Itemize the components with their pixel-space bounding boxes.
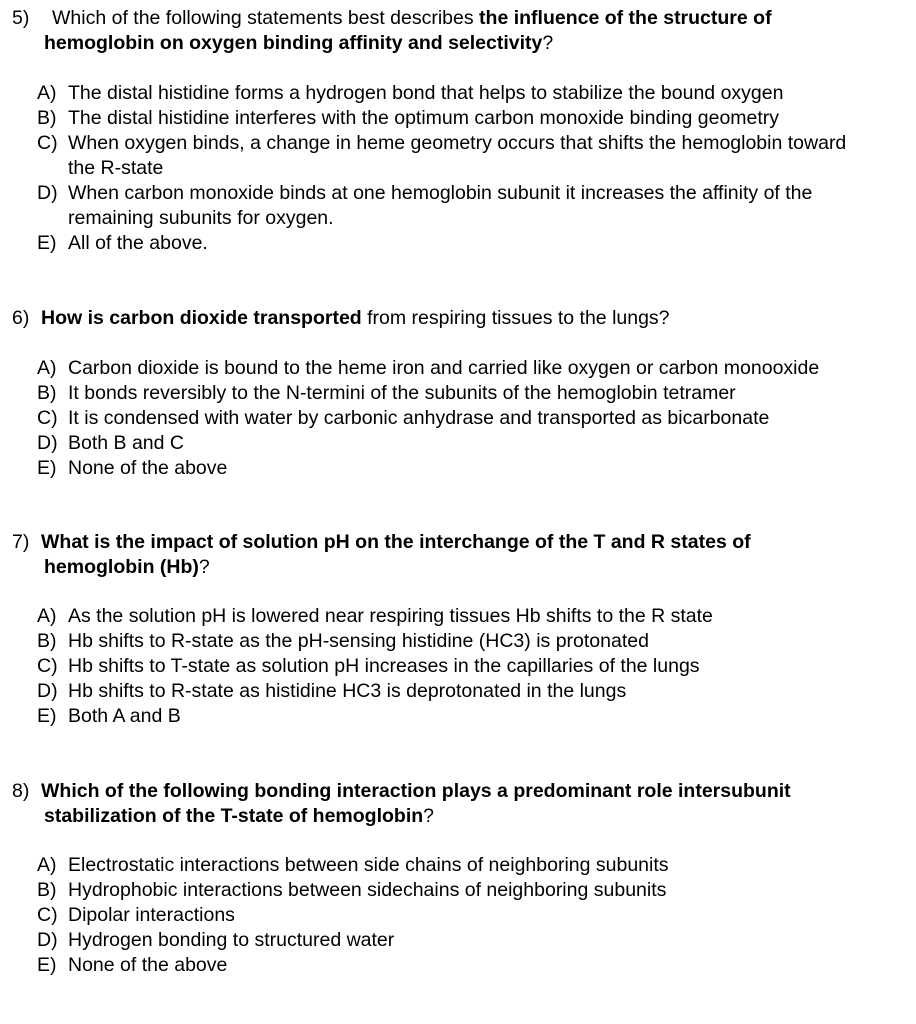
option-text: When oxygen binds, a change in heme geometry occurs that shifts the hemoglobin toward [68,132,847,154]
question-text [44,555,210,580]
option-letter: D) [37,680,58,702]
option-text: Hb shifts to R-state as the pH-sensing histidine (HC3) is protonated [68,630,649,652]
question-text-bold: the influence of the structure of [479,7,772,29]
option-text: Carbon dioxide is bound to the heme iron and carried like oxygen or carbon monooxide [68,357,820,379]
question-text-bold: What is the impact of solution pH on the interchange of the T and R states of [41,531,751,553]
option-letter: C) [37,904,58,926]
question-text-bold: Which of the following bonding interaction plays a predominant role intersubunit [41,780,791,802]
option-letter: D) [37,432,58,454]
question-text-bold: stabilization of the T-state of hemoglobin [44,805,424,827]
option-letter: B) [37,107,57,129]
option-letter: E) [37,705,57,727]
question-text [44,31,553,56]
option-letter: E) [37,954,57,976]
option-text: All of the above. [68,232,208,254]
option-text: The distal histidine forms a hydrogen bond that helps to stabilize the bound oxygen [68,82,784,104]
option-letter: C) [37,132,58,154]
option-text: The distal histidine interferes with the optimum carbon monoxide binding geometry [68,107,780,129]
question-number: 5) [12,7,30,29]
option-text: Dipolar interactions [68,904,235,926]
question-text [52,6,772,31]
option-letter: A) [37,82,57,104]
option-text: Hb shifts to R-state as histidine HC3 is deprotonated in the lungs [68,680,627,702]
option-text: Hydrogen bonding to structured water [68,929,395,951]
question-text-plain: ? [198,556,210,578]
option-letter: E) [37,457,57,479]
question-number: 6) [12,307,30,329]
option-text: None of the above [68,954,228,976]
question-text-plain: ? [423,805,435,827]
question-text [41,306,670,331]
option-text: It bonds reversibly to the N-termini of the subunits of the hemoglobin tetramer [68,382,736,404]
question-text-bold: hemoglobin on oxygen binding affinity and selectivity [44,32,543,54]
option-letter: A) [37,854,57,876]
option-text: Hydrophobic interactions between sidechains of neighboring subunits [68,879,667,901]
option-text: the R-state [68,157,164,179]
question-text [41,779,791,804]
question-number: 7) [12,531,30,553]
question-text-bold: How is carbon dioxide transported [41,307,362,329]
option-letter: C) [37,407,58,429]
question-number: 8) [12,780,30,802]
option-text: None of the above [68,457,228,479]
option-text: Electrostatic interactions between side chains of neighboring subunits [68,854,669,876]
option-letter: B) [37,879,57,901]
option-letter: E) [37,232,57,254]
option-letter: C) [37,655,58,677]
option-text: Both B and C [68,432,184,454]
question-text-bold: hemoglobin (Hb) [44,556,199,578]
option-letter: B) [37,630,57,652]
question-text-plain: ? [542,32,554,54]
option-text: remaining subunits for oxygen. [68,207,334,229]
option-letter: D) [37,929,58,951]
question-text-plain: Which of the following statements best describes [52,7,480,29]
option-text: Both A and B [68,705,181,727]
question-text-plain: from respiring tissues to the lungs? [361,307,670,329]
option-letter: A) [37,357,57,379]
option-text: Hb shifts to T-state as solution pH increases in the capillaries of the lungs [68,655,700,677]
option-text: When carbon monoxide binds at one hemoglobin subunit it increases the affinity of the [68,182,813,204]
option-letter: A) [37,605,57,627]
option-letter: B) [37,382,57,404]
option-text: It is condensed with water by carbonic anhydrase and transported as bicarbonate [68,407,770,429]
option-letter: D) [37,182,58,204]
question-text [44,804,434,829]
option-text: As the solution pH is lowered near respiring tissues Hb shifts to the R state [68,605,713,627]
question-text [41,530,751,555]
